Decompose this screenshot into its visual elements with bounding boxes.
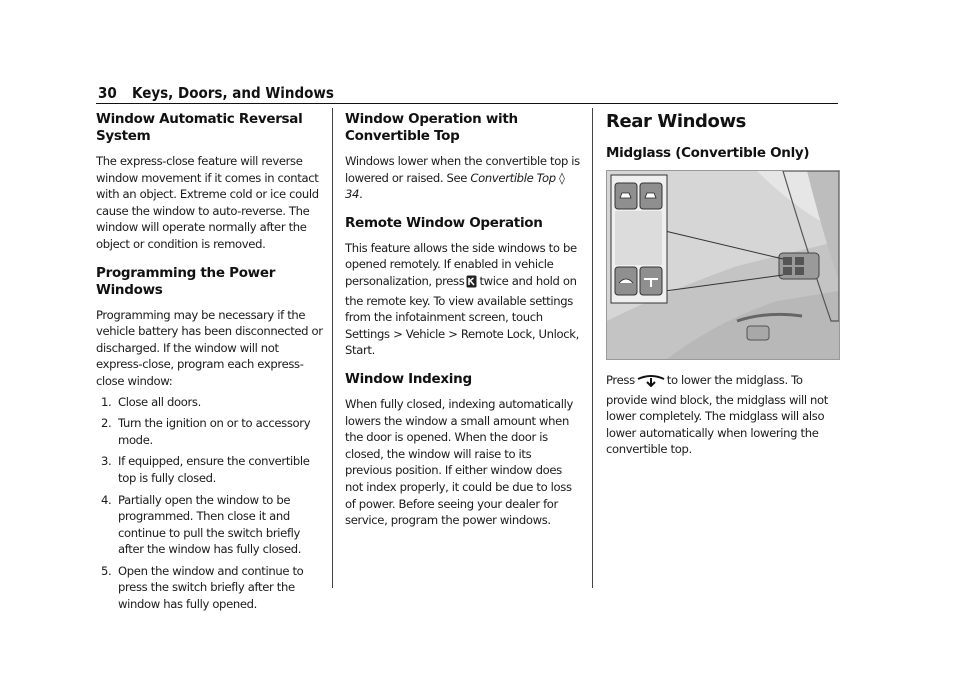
midglass-lower-icon xyxy=(637,374,665,392)
list-item: 5. Open the window and continue to press the switch briefly after the window has fully opened. xyxy=(101,563,304,612)
heading-remote-window: Remote Window Operation xyxy=(345,214,543,231)
list-item: 2. Turn the ignition on or to accessory mode. xyxy=(101,416,311,447)
remote-key-unlock-icon xyxy=(466,275,477,293)
page-header xyxy=(96,85,838,104)
heading-programming: Programming the Power Windows xyxy=(96,264,276,298)
column-divider xyxy=(592,108,593,588)
paragraph-convertible-top: Windows lower when the convertible top is lowered or raised. See Convertible Top ◊ 34. xyxy=(345,154,580,202)
heading-convertible-top: Window Operation with Convertible Top xyxy=(345,111,518,144)
paragraph-programming: Programming may be necessary if the vehicle battery has been disconnected or discharged. If the window will not express-close, program each express-close window: xyxy=(96,307,323,388)
list-item: 4. Partially open the window to be programmed. Then close it and continue to pull the switch briefly after the window has fully closed. xyxy=(101,492,302,557)
heading-rear-windows: Rear Windows xyxy=(606,111,746,132)
column-3 xyxy=(606,111,840,468)
page-number: 30 xyxy=(98,84,117,102)
list-item: 3. If equipped, ensure the convertible top is fully closed. xyxy=(101,454,310,485)
paragraph-window-indexing: When fully closed, indexing automatically lowers the window a small amount when the door is opened. When the door is closed, the window will raise to its previous position. If either window does not index properly, it could be due to loss of power. Before seeing your dealer for service, program the power windows. xyxy=(345,396,574,528)
paragraph-reversal-system: The express-close feature will reverse window movement if it comes in contact with an object. Extreme cold or ice could cause the window to auto-reverse. The window will operate normally after the object or condition is removed. xyxy=(96,154,319,251)
column-2 xyxy=(345,111,581,539)
cross-reference-link[interactable]: Convertible Top xyxy=(470,170,556,185)
heading-reversal-system: Window Automatic Reversal System xyxy=(96,111,303,144)
list-item: 1. Close all doors. xyxy=(101,394,201,409)
paragraph-midglass: Press to lower the midglass. To provide wind block, the midglass will not lower completely. The midglass will also lower automatically when lowering the convertible top. xyxy=(606,373,828,457)
heading-midglass: Midglass (Convertible Only) xyxy=(606,145,810,161)
heading-window-indexing: Window Indexing xyxy=(345,370,472,387)
paragraph-remote-window: This feature allows the side windows to be opened remotely. If enabled in vehicle personalization, press twice and hold on the remote key. To view available settings from the infotainment screen, touch Settings > Vehicle > Remote Lock, Unlock, Start. xyxy=(345,240,579,358)
door-switch-illustration xyxy=(606,170,840,360)
column-divider xyxy=(332,108,333,588)
programming-steps xyxy=(96,394,324,613)
section-title: Keys, Doors, and Windows xyxy=(132,84,334,102)
column-1 xyxy=(96,111,324,618)
